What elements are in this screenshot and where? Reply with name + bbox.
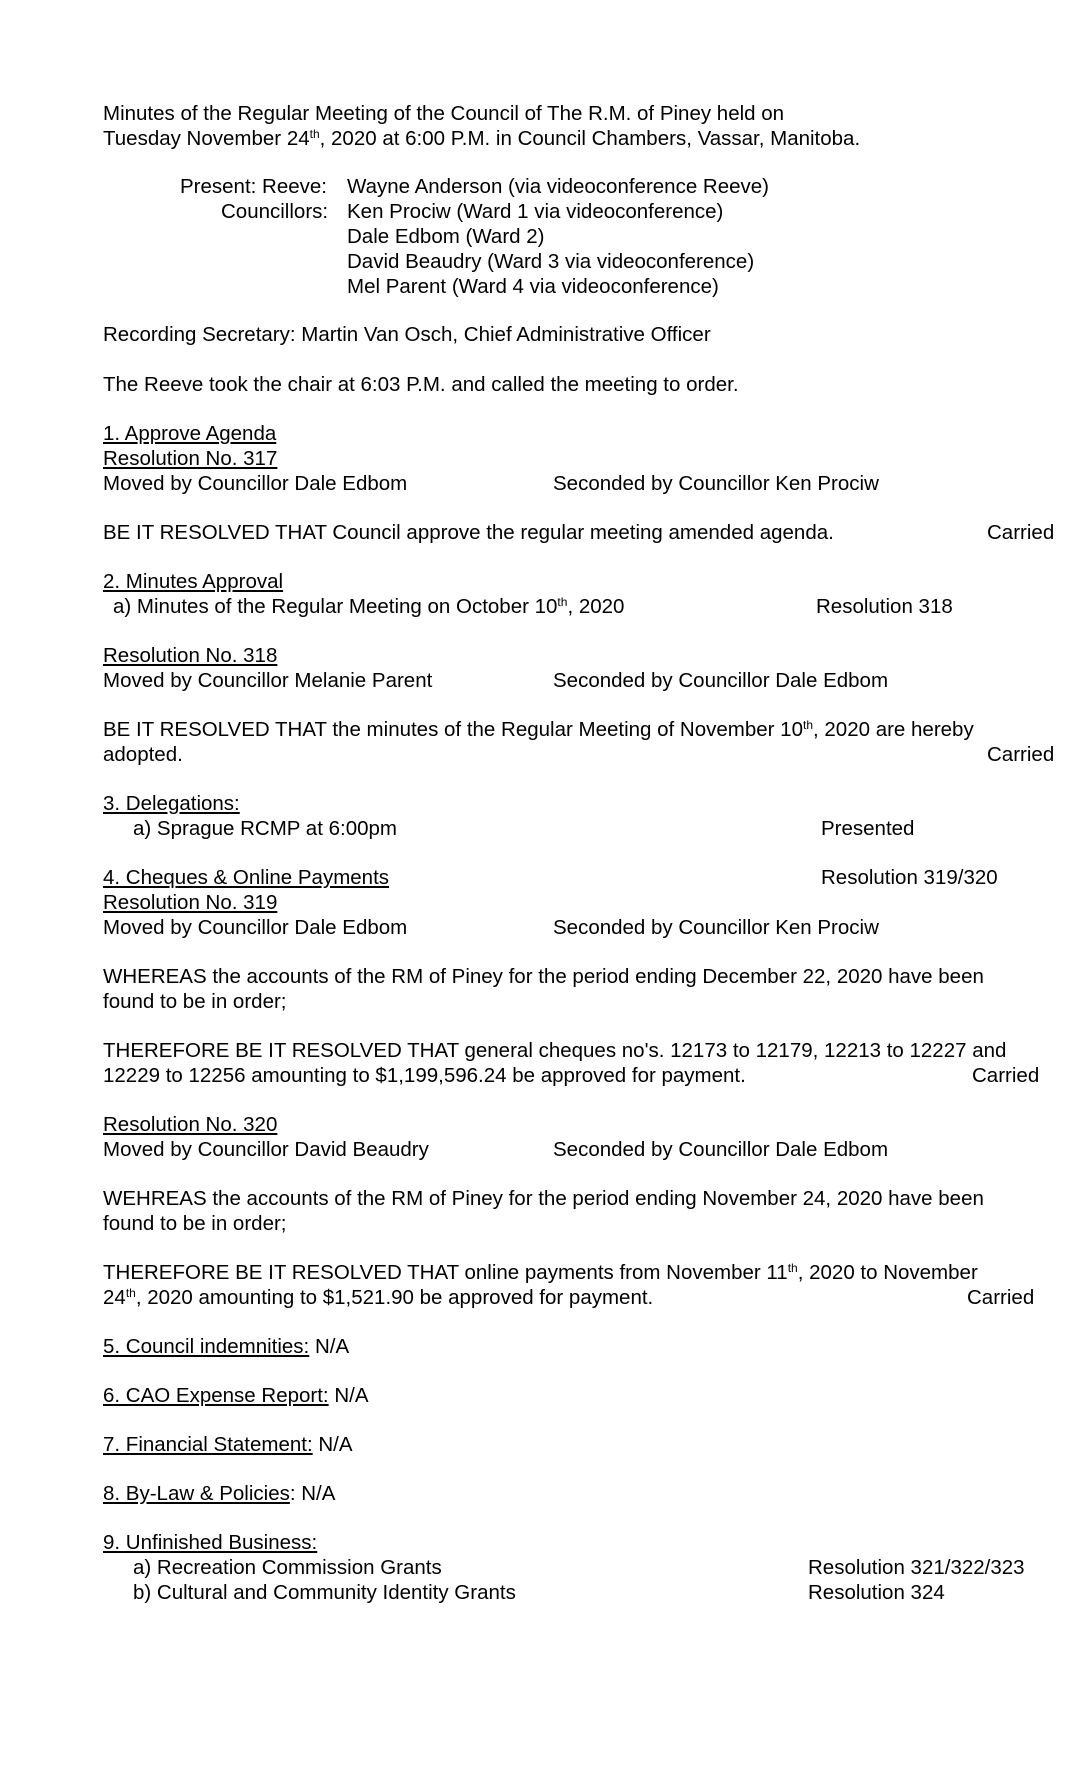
resolution-320-status: Carried xyxy=(967,1286,1035,1309)
resolution-320-moved: Moved by Councillor David Beaudry xyxy=(103,1138,429,1161)
section-8-value: : N/A xyxy=(289,1482,336,1505)
minutes-item-a-ref: Resolution 318 xyxy=(816,595,953,618)
section-8 xyxy=(103,1482,335,1507)
resolution-319-seconded: Seconded by Councillor Ken Prociw xyxy=(553,916,879,939)
resolution-318-label: Resolution No. 318 xyxy=(103,644,278,667)
resolution-317-seconded: Seconded by Councillor Ken Prociw xyxy=(553,472,879,495)
section-5-heading: 5. Council indemnities: xyxy=(103,1335,310,1358)
section-5-value: N/A xyxy=(309,1335,350,1358)
unfinished-item-b-ref: Resolution 324 xyxy=(808,1581,945,1604)
councillor-4: Mel Parent (Ward 4 via videoconference) xyxy=(347,275,719,298)
section-4-ref: Resolution 319/320 xyxy=(821,866,998,889)
resolution-318-text: BE IT RESOLVED THAT the minutes of the Regular Meeting of November 10th, 2020 are hereby xyxy=(103,718,974,741)
resolution-320-therefore-line-2: 24th, 2020 amounting to $1,521.90 be approved for payment. xyxy=(103,1286,654,1309)
resolution-319-moved: Moved by Councillor Dale Edbom xyxy=(103,916,408,939)
resolution-318-seconded: Seconded by Councillor Dale Edbom xyxy=(553,669,889,692)
section-5 xyxy=(103,1335,349,1360)
unfinished-item-a: a) Recreation Commission Grants xyxy=(133,1556,442,1579)
councillors-label: Councillors: xyxy=(221,200,329,223)
unfinished-item-a-ref: Resolution 321/322/323 xyxy=(808,1556,1025,1579)
resolution-319-label: Resolution No. 319 xyxy=(103,891,278,914)
resolution-319-therefore: THEREFORE BE IT RESOLVED THAT general cheques no's. 12173 to 12179, 12213 to 12227 and xyxy=(103,1039,1007,1062)
present-label: Present: Reeve: xyxy=(180,175,327,198)
reeve-name: Wayne Anderson (via videoconference Reeve) xyxy=(347,175,770,198)
section-7-value: N/A xyxy=(312,1433,353,1456)
resolution-319-whereas-line-2: found to be in order; xyxy=(103,990,287,1013)
section-7 xyxy=(103,1433,353,1458)
resolution-317-moved: Moved by Councillor Dale Edbom xyxy=(103,472,408,495)
delegation-item-a: a) Sprague RCMP at 6:00pm xyxy=(133,817,397,840)
section-1-heading: 1. Approve Agenda xyxy=(103,422,277,445)
resolution-320-seconded: Seconded by Councillor Dale Edbom xyxy=(553,1138,889,1161)
recording-secretary: Recording Secretary: Martin Van Osch, Chief Administrative Officer xyxy=(103,323,711,346)
resolution-317-status: Carried xyxy=(987,521,1055,544)
delegation-item-a-status: Presented xyxy=(821,817,915,840)
minutes-item-a: a) Minutes of the Regular Meeting on October 10th, 2020 xyxy=(113,595,625,618)
councillor-3: David Beaudry (Ward 3 via videoconference) xyxy=(347,250,755,273)
resolution-320-therefore: THEREFORE BE IT RESOLVED THAT online payments from November 11th, 2020 to November xyxy=(103,1261,978,1284)
resolution-319-therefore-line-2: 12229 to 12256 amounting to $1,199,596.24 be approved for payment. xyxy=(103,1064,746,1087)
section-9-heading: 9. Unfinished Business: xyxy=(103,1531,318,1554)
resolution-318-moved: Moved by Councillor Melanie Parent xyxy=(103,669,433,692)
resolution-319-status: Carried xyxy=(972,1064,1040,1087)
section-4-heading: 4. Cheques & Online Payments xyxy=(103,866,390,889)
title-line-2: Tuesday November 24th, 2020 at 6:00 P.M. in Council Chambers, Vassar, Manitoba. xyxy=(103,127,861,150)
section-7-heading: 7. Financial Statement: xyxy=(103,1433,313,1456)
section-8-heading: 8. By-Law & Policies xyxy=(103,1482,290,1505)
section-3-heading: 3. Delegations: xyxy=(103,792,240,815)
unfinished-item-b: b) Cultural and Community Identity Grants xyxy=(133,1581,516,1604)
resolution-318-status: Carried xyxy=(987,743,1055,766)
section-6 xyxy=(103,1384,369,1409)
resolution-318-text-line-2: adopted. xyxy=(103,743,183,766)
resolution-320-whereas: WEHREAS the accounts of the RM of Piney for the period ending November 24, 2020 have been xyxy=(103,1187,984,1210)
resolution-320-label: Resolution No. 320 xyxy=(103,1113,278,1136)
resolution-319-whereas: WHEREAS the accounts of the RM of Piney for the period ending December 22, 2020 have been xyxy=(103,965,984,988)
resolution-320-whereas-line-2: found to be in order; xyxy=(103,1212,287,1235)
councillor-2: Dale Edbom (Ward 2) xyxy=(347,225,545,248)
section-2-heading: 2. Minutes Approval xyxy=(103,570,284,593)
call-to-order: The Reeve took the chair at 6:03 P.M. and called the meeting to order. xyxy=(103,373,739,396)
section-6-heading: 6. CAO Expense Report: xyxy=(103,1384,329,1407)
title-line-1: Minutes of the Regular Meeting of the Council of The R.M. of Piney held on xyxy=(103,102,785,125)
section-6-value: N/A xyxy=(328,1384,369,1407)
resolution-317-label: Resolution No. 317 xyxy=(103,447,278,470)
resolution-317-text: BE IT RESOLVED THAT Council approve the regular meeting amended agenda. xyxy=(103,521,834,544)
councillor-1: Ken Prociw (Ward 1 via videoconference) xyxy=(347,200,724,223)
